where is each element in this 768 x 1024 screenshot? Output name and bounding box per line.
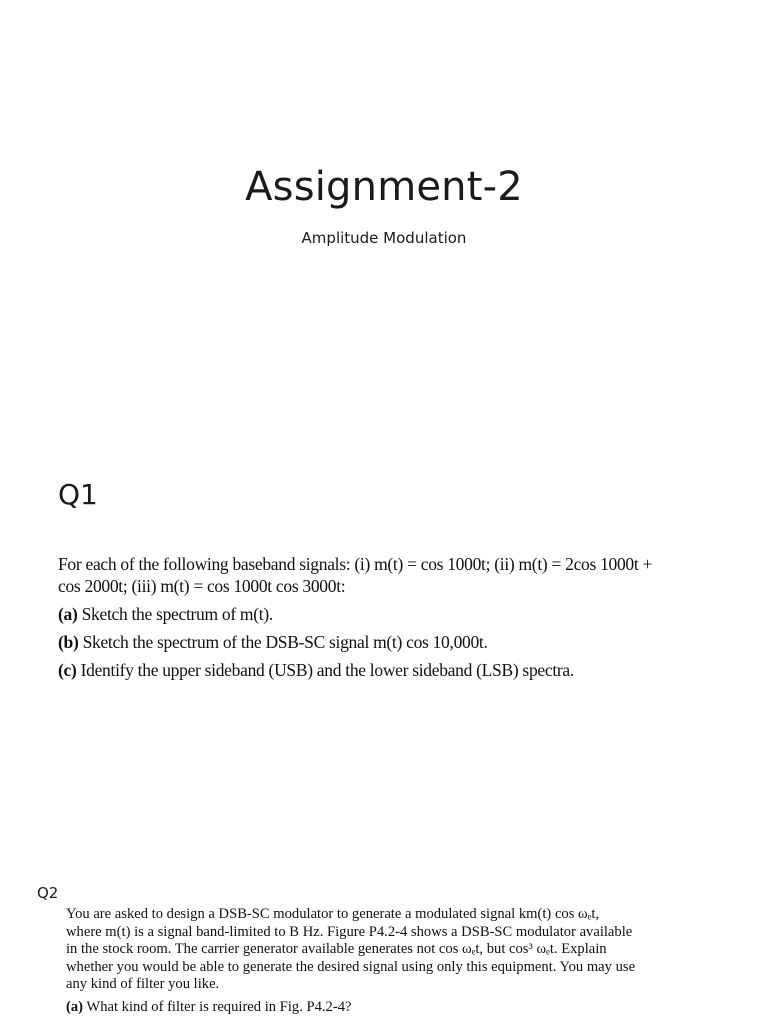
question-2-label: Q2 (37, 884, 59, 902)
part-tag: (a) (66, 998, 84, 1015)
page-subtitle: Amplitude Modulation (301, 229, 467, 247)
question-1-label: Q1 (58, 478, 98, 511)
question-1-part-b (58, 631, 668, 653)
page-title: Assignment-2 (245, 164, 523, 210)
part-text: Identify the upper sideband (USB) and the lower sideband (LSB) spectra. (80, 660, 574, 680)
part-tag: (a) (58, 604, 78, 624)
part-tag: (b) (58, 632, 79, 652)
question-1-line: cos 2000t; (iii) m(t) = cos 1000t cos 3000t: (58, 576, 346, 596)
question-1-text (58, 553, 668, 681)
question-1-part-c (58, 659, 668, 681)
question-2-line: whether you would be able to generate the desired signal using only this equipment. You may use (66, 958, 636, 975)
question-2-line: in the stock room. The carrier generator available generates not cos ωₑt, but cos³ ωₑt. Explain (66, 941, 607, 958)
question-2-line: any kind of filter you like. (66, 976, 220, 993)
part-tag: (c) (58, 660, 77, 680)
question-2-line: You are asked to design a DSB-SC modulator to generate a modulated signal km(t) cos ωₑt, (66, 906, 600, 922)
question-2-line: where m(t) is a signal band-limited to B Hz. Figure P4.2-4 shows a DSB-SC modulator available (66, 923, 633, 940)
part-text: Sketch the spectrum of the DSB-SC signal m(t) cos 10,000t. (82, 632, 488, 652)
question-1-part-a (58, 603, 668, 625)
question-2-part-a (66, 999, 706, 1017)
question-1-line: For each of the following baseband signals: (i) m(t) = cos 1000t; (ii) m(t) = 2cos 1000t + (58, 554, 653, 574)
part-text: What kind of filter is required in Fig. P4.2-4? (86, 998, 352, 1015)
question-2-text (66, 906, 706, 1017)
part-text: Sketch the spectrum of m(t). (81, 604, 273, 624)
